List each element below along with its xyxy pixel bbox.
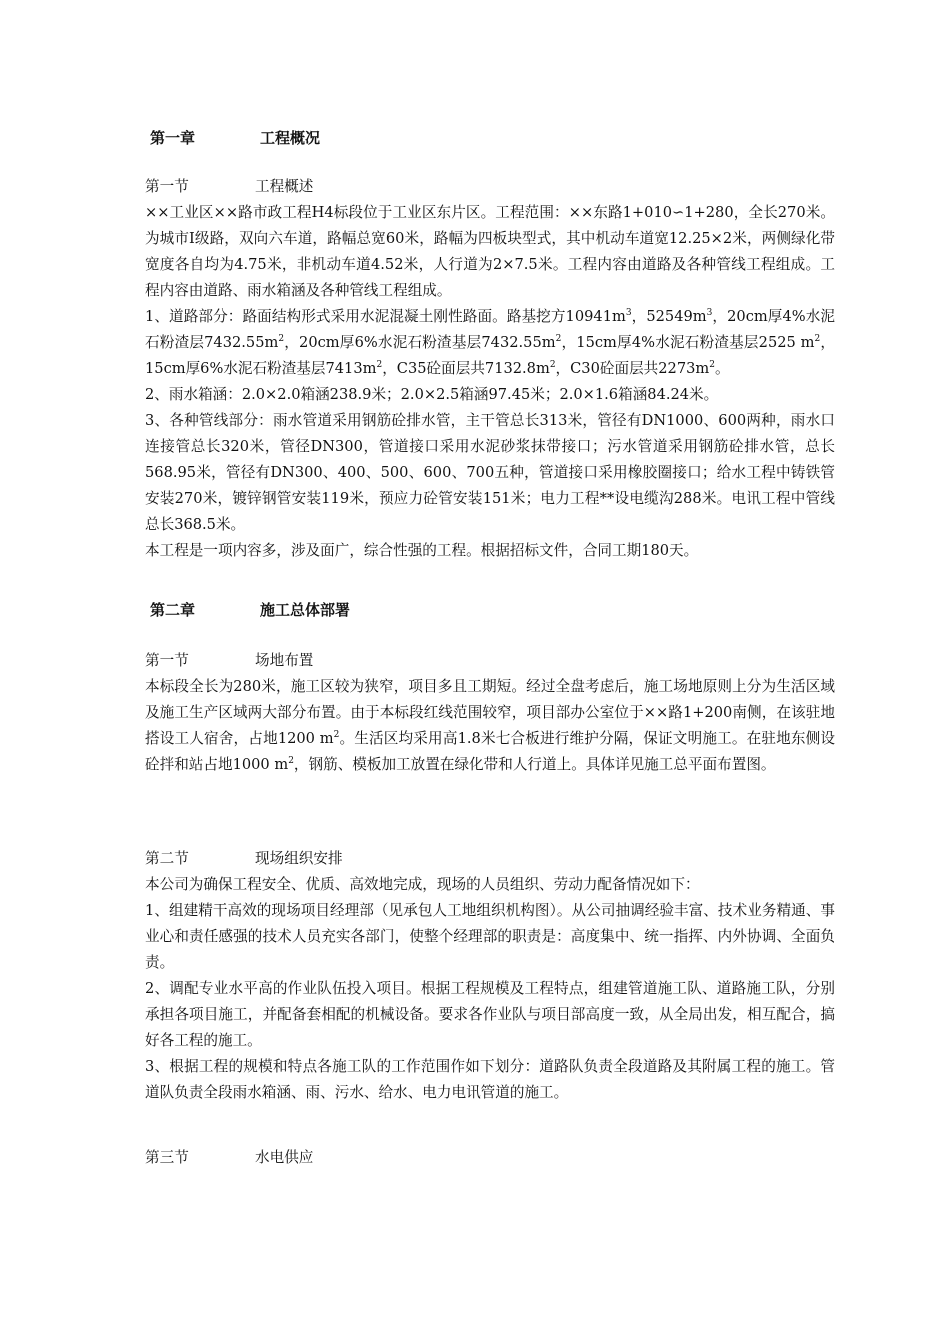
section-number: 第一节 xyxy=(145,652,189,669)
chapter-title: 施工总体部署 xyxy=(260,601,351,619)
section-title: 水电供应 xyxy=(255,1149,314,1166)
chapter-2-section-3 xyxy=(145,1145,835,1171)
chapter-number: 第一章 xyxy=(150,129,196,147)
paragraph: 3、各种管线部分：雨水管道采用钢筋砼排水管，主干管总长313米，管径有DN1000、600两种，雨水口连接管总长320米，管径DN300，管道接口采用水泥砂浆抹带接口；污水管道采用钢筋砼排水管，总长568.95米，管径有DN300、400、500、600、700五种，管道接口采用橡胶圈接口；给水工程中铸铁管安装270米，镀锌钢管安装119米，预应力砼管安装151米；电力工程**设电缆沟288米。电讯工程中管线总长368.5米。 xyxy=(145,412,835,533)
paragraph: 2、调配专业水平高的作业队伍投入项目。根据工程规模及工程特点，组建管道施工队、道路施工队，分别承担各项目施工，并配备套相配的机械设备。要求各作业队与项目部高度一致，从全局出发，相互配合，搞好各工程的施工。 xyxy=(145,980,835,1049)
section-heading xyxy=(145,648,835,674)
paragraph: 1、组建精干高效的现场项目经理部（见承包人工地组织机构图）。从公司抽调经验丰富、技术业务精通、事业心和责任感强的技术人员充实各部门，使整个经理部的职责是：高度集中、统一指挥、内外协调、全面负责。 xyxy=(145,902,835,971)
section-title: 场地布置 xyxy=(255,652,314,669)
section-heading xyxy=(145,846,835,872)
section-heading xyxy=(145,174,835,200)
paragraph: 本标段全长为280米，施工区较为狭窄，项目多且工期短。经过全盘考虑后，施工场地原则上分为生活区域及施工生产区域两大部分布置。由于本标段红线范围较窄，项目部办公室位于××路1+200南侧，在该驻地搭设工人宿舍，占地1200 $m^2$。生活区均采用高1.8米七合板进行维护分隔，保证文明施工。在驻地东侧设砼拌和站占地1000 $m^2$，钢筋、模板加工放置在绿化带和人行道上。具体详见施工总平面布置图。 xyxy=(145,678,835,773)
paragraph: 3、根据工程的规模和特点各施工队的工作范围作如下划分：道路队负责全段道路及其附属工程的施工。管道队负责全段雨水箱涵、雨、污水、给水、电力电讯管道的施工。 xyxy=(145,1058,835,1101)
chapter-2-heading xyxy=(145,598,835,622)
section-number: 第三节 xyxy=(145,1149,189,1166)
chapter-1-heading xyxy=(145,126,835,150)
chapter-2-section-1 xyxy=(145,648,835,778)
paragraph: ××工业区××路市政工程H4标段位于工业区东片区。工程范围：××东路1+010∽1+280，全长270米。为城市Ⅰ级路，双向六车道，路幅总宽60米，路幅为四板块型式，其中机动车道宽12.25×2米，两侧绿化带宽度各自均为4.75米，非机动车道4.52米，人行道为2×7.5米。工程内容由道路及各种管线工程组成。工程内容由道路、雨水箱涵及各种管线工程组成。 xyxy=(145,204,835,299)
chapter-number: 第二章 xyxy=(150,601,196,619)
chapter-title: 工程概况 xyxy=(260,129,321,147)
section-number: 第一节 xyxy=(145,178,189,195)
paragraph: 本工程是一项内容多，涉及面广，综合性强的工程。根据招标文件，合同工期180天。 xyxy=(145,542,699,559)
section-title: 现场组织安排 xyxy=(255,850,343,867)
paragraph: 2、雨水箱涵：2.0×2.0箱涵238.9米；2.0×2.5箱涵97.45米；2.0×1.6箱涵84.24米。 xyxy=(145,386,719,403)
section-title: 工程概述 xyxy=(255,178,314,195)
section-number: 第二节 xyxy=(145,850,189,867)
chapter-1-body xyxy=(145,174,835,564)
section-heading xyxy=(145,1145,835,1171)
paragraph: 本公司为确保工程安全、优质、高效地完成，现场的人员组织、劳动力配备情况如下： xyxy=(145,876,700,893)
paragraph: 1、道路部分：路面结构形式采用水泥混凝土刚性路面。路基挖方$10941m^3$，$52549m^3$，20cm厚4%水泥石粉渣层$7432.55m^2$，20cm厚6%水泥石粉渣基层$7432.55m^2$，15cm厚4%水泥石粉渣基层2525 $m^2$，15cm厚6%水泥石粉渣基层$7413m^2$，C35砼面层共$7132.8m^2$，C30砼面层共$2273m^2$。 xyxy=(145,308,836,377)
chapter-2-section-2 xyxy=(145,846,835,1106)
